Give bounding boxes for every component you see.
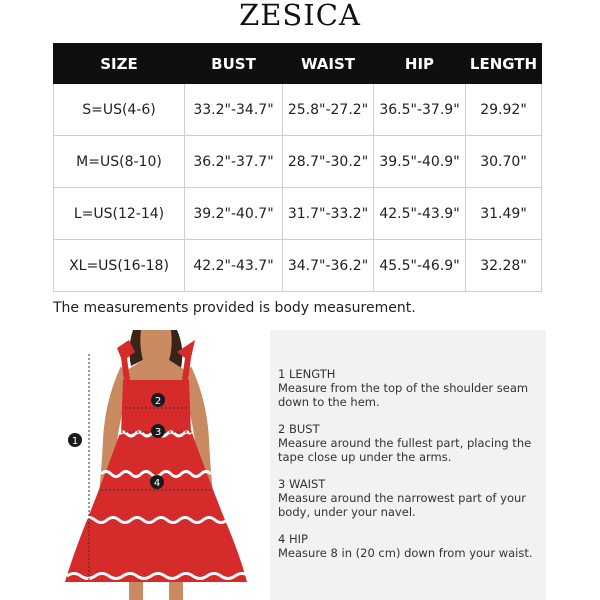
dress-photo [55, 330, 265, 600]
bust-cell: 39.2"-40.7" [185, 188, 283, 240]
guide-description: Measure from the top of the shoulder seam down to the hem. [278, 381, 529, 409]
left-leg [129, 582, 143, 600]
length-cell: 30.70" [466, 136, 542, 188]
hip-cell: 39.5"-40.9" [374, 136, 466, 188]
hip-cell: 36.5"-37.9" [374, 84, 466, 136]
length-cell: 31.49" [466, 188, 542, 240]
marker-1-label: 1 [71, 436, 79, 447]
bust-cell: 33.2"-34.7" [185, 84, 283, 136]
guide-heading: 3 WAIST [278, 477, 326, 491]
header-size: SIZE [54, 44, 185, 84]
bust-cell: 36.2"-37.7" [185, 136, 283, 188]
marker-4-label: 4 [153, 478, 161, 489]
marker-2-label: 2 [154, 396, 162, 407]
table-row [54, 240, 542, 292]
size-cell: XL=US(16-18) [54, 240, 185, 292]
guide-item-hip [278, 532, 540, 560]
length-cell: 32.28" [466, 240, 542, 292]
table-row [54, 188, 542, 240]
waist-cell: 25.8"-27.2" [283, 84, 374, 136]
waist-cell: 34.7"-36.2" [283, 240, 374, 292]
table-row [54, 84, 542, 136]
guide-heading: 2 BUST [278, 422, 320, 436]
length-cell: 29.92" [466, 84, 542, 136]
measurement-note: The measurements provided is body measurement. [53, 300, 416, 316]
guide-item-bust [278, 422, 540, 464]
hip-cell: 45.5"-46.9" [374, 240, 466, 292]
size-cell: L=US(12-14) [54, 188, 185, 240]
guide-item-length [278, 367, 540, 409]
size-cell: S=US(4-6) [54, 84, 185, 136]
guide-description: Measure around the fullest part, placing the tape close up under the arms. [278, 436, 532, 464]
waist-cell: 31.7"-33.2" [283, 188, 374, 240]
measurement-guide [278, 367, 540, 573]
header-waist: WAIST [283, 44, 374, 84]
table-header-row [54, 44, 542, 84]
table-row [54, 136, 542, 188]
header-hip: HIP [374, 44, 466, 84]
guide-heading: 1 LENGTH [278, 367, 336, 381]
guide-description: Measure 8 in (20 cm) down from your waist. [278, 546, 533, 560]
dress-skirt [65, 430, 247, 582]
header-bust: BUST [185, 44, 283, 84]
guide-item-waist [278, 477, 540, 519]
bust-cell: 42.2"-43.7" [185, 240, 283, 292]
brand-logo: ZESICA [239, 0, 361, 32]
header-length: LENGTH [466, 44, 542, 84]
right-leg [169, 582, 183, 600]
size-cell: M=US(8-10) [54, 136, 185, 188]
hip-cell: 42.5"-43.9" [374, 188, 466, 240]
guide-heading: 4 HIP [278, 532, 308, 546]
marker-3-label: 3 [154, 427, 162, 438]
waist-cell: 28.7"-30.2" [283, 136, 374, 188]
guide-description: Measure around the narrowest part of your body, under your navel. [278, 491, 526, 519]
size-chart-table [53, 43, 542, 292]
